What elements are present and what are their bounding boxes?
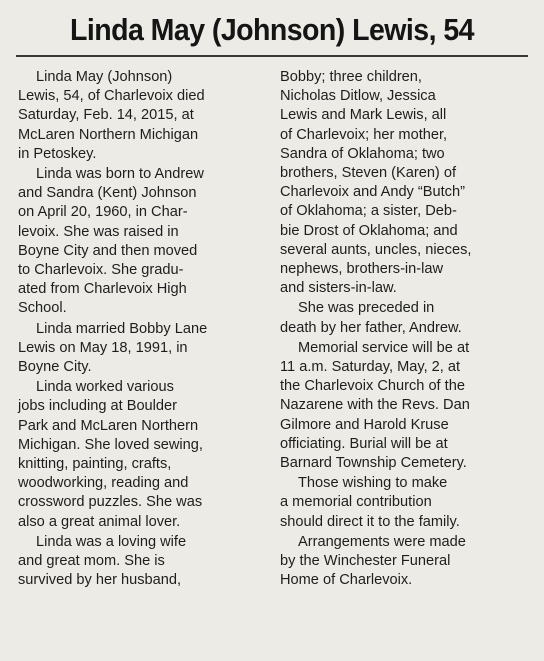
text-line: several aunts, uncles, nieces, — [280, 241, 472, 258]
text-line: levoix. She was raised in — [18, 223, 179, 240]
text-line: should direct it to the family. — [280, 513, 460, 530]
obituary-headline: Linda May (Johnson) Lewis, 54 — [70, 12, 474, 47]
text-line: 11 a.m. Saturday, May, 2, at — [280, 359, 461, 376]
obituary-paragraph — [280, 339, 532, 473]
text-line: jobs including at Boulder — [18, 398, 178, 415]
text-line: Boyne City and then moved — [18, 242, 198, 259]
right-column — [280, 68, 532, 591]
text-line: woodworking, reading and — [18, 475, 189, 492]
text-line: and Sandra (Kent) Johnson — [18, 185, 197, 202]
text-line: Park and McLaren Northern — [18, 417, 199, 434]
text-line: Those wishing to make — [298, 475, 448, 492]
text-line: brothers, Steven (Karen) of — [280, 165, 457, 182]
text-line: ated from Charlevoix High — [18, 281, 187, 298]
obituary-paragraph — [280, 68, 532, 298]
left-column — [18, 68, 270, 591]
text-line: Arrangements were made — [298, 533, 466, 550]
obituary-paragraph — [280, 474, 532, 532]
text-line: and great mom. She is — [18, 553, 165, 570]
text-line: knitting, painting, crafts, — [18, 456, 172, 473]
obituary-paragraph — [280, 299, 532, 337]
text-line: of Oklahoma; a sister, Deb- — [280, 203, 457, 220]
text-line: Saturday, Feb. 14, 2015, at — [18, 107, 194, 124]
text-line: Barnard Township Cemetery. — [280, 455, 467, 472]
text-line: Boyne City. — [18, 359, 92, 376]
text-line: Charlevoix and Andy “Butch” — [280, 184, 465, 201]
text-line: McLaren Northern Michigan — [18, 126, 199, 143]
text-line: and sisters-in-law. — [280, 280, 397, 297]
text-line: in Petoskey. — [18, 145, 97, 162]
obituary-paragraph — [18, 378, 270, 532]
text-line: the Charlevoix Church of the — [280, 378, 465, 395]
text-line: Gilmore and Harold Kruse — [280, 416, 449, 433]
obituary-paragraph — [18, 68, 270, 164]
text-line: survived by her husband, — [18, 572, 182, 589]
text-line: bie Drost of Oklahoma; and — [280, 222, 458, 239]
text-line: Michigan. She loved sewing, — [18, 436, 203, 453]
text-line: of Charlevoix; her mother, — [280, 126, 448, 143]
text-line: Linda May (Johnson) — [36, 69, 173, 85]
text-line: crossword puzzles. She was — [18, 494, 203, 511]
text-line: to Charlevoix. She gradu- — [18, 262, 184, 279]
text-line: Home of Charlevoix. — [280, 572, 413, 589]
text-line: She was preceded in — [298, 300, 435, 317]
text-line: Lewis on May 18, 1991, in — [18, 339, 188, 356]
text-line: Linda was a loving wife — [36, 533, 187, 550]
text-line: Linda worked various — [36, 379, 174, 396]
text-line: Memorial service will be at — [298, 339, 470, 356]
text-line: also a great animal lover. — [18, 513, 181, 530]
headline-rule — [16, 55, 528, 57]
text-line: death by her father, Andrew. — [280, 319, 462, 336]
text-line: Lewis, 54, of Charlevoix died — [18, 88, 205, 105]
text-line: nephews, brothers-in-law — [280, 261, 444, 278]
text-line: Linda was born to Andrew — [36, 166, 204, 183]
text-line: Lewis and Mark Lewis, all — [280, 107, 447, 124]
text-line: School. — [18, 300, 67, 317]
text-line: Sandra of Oklahoma; two — [280, 145, 445, 162]
text-line: Linda married Bobby Lane — [36, 320, 208, 337]
text-line: Nicholas Ditlow, Jessica — [280, 88, 436, 105]
text-line: officiating. Burial will be at — [280, 435, 448, 452]
text-line: Nazarene with the Revs. Dan — [280, 397, 470, 414]
obituary-paragraph — [18, 320, 270, 378]
obituary-paragraph — [18, 533, 270, 591]
text-line: by the Winchester Funeral — [280, 553, 451, 570]
text-line: on April 20, 1960, in Char- — [18, 204, 188, 221]
text-line: a memorial contribution — [280, 494, 432, 511]
text-line: Bobby; three children, — [280, 69, 422, 85]
obituary-paragraph — [18, 165, 270, 319]
obituary-paragraph — [280, 533, 532, 591]
